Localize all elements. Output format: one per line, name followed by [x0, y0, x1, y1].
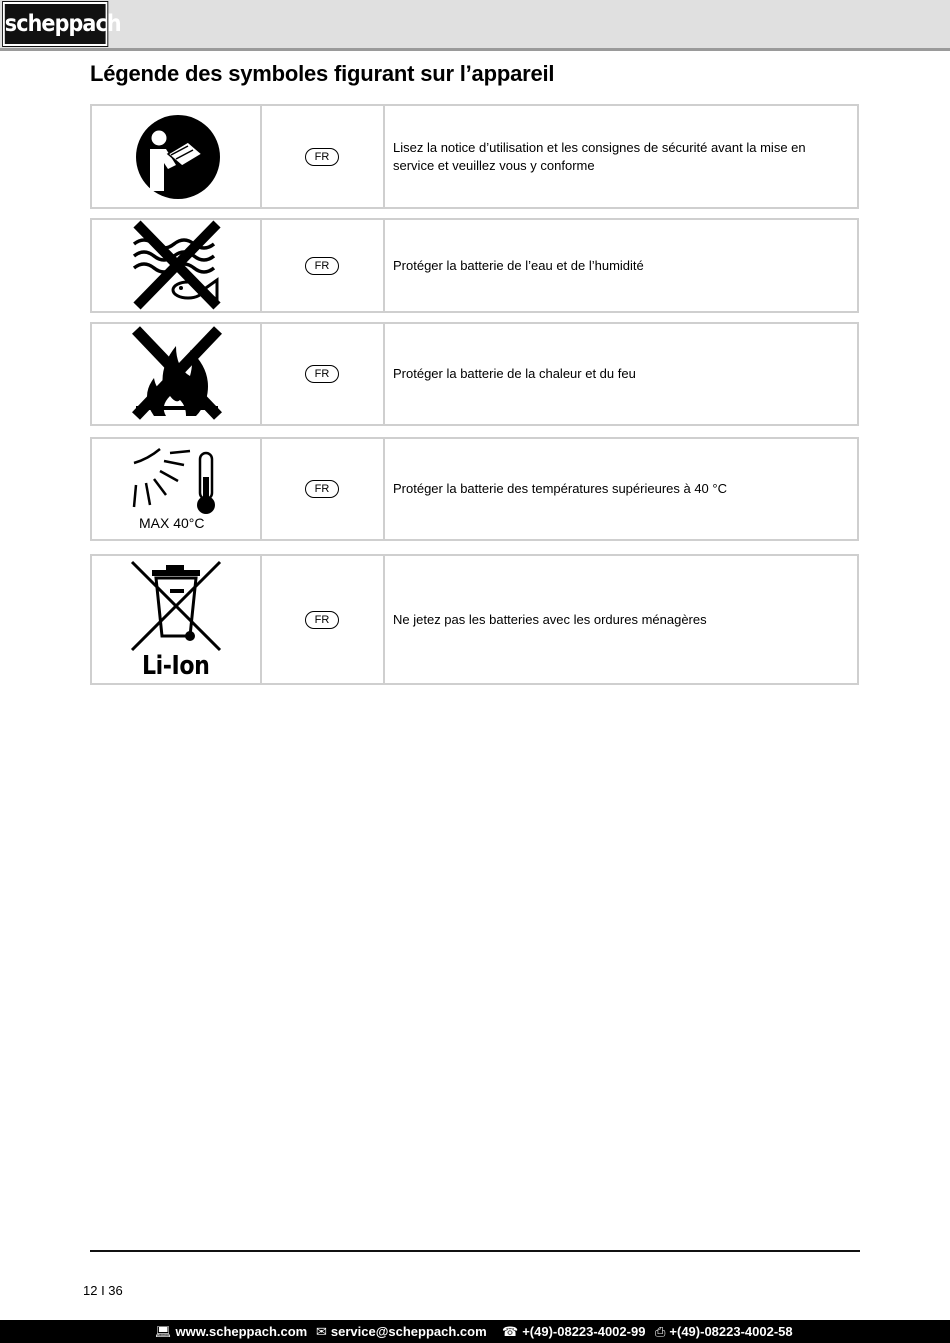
no-water-icon	[92, 220, 260, 313]
language-cell	[260, 324, 385, 424]
symbol-row	[90, 437, 859, 541]
language-cell	[260, 220, 385, 311]
scheppach-logo: scheppach	[3, 2, 107, 46]
symbol-description	[385, 106, 857, 207]
description-text: Ne jetez pas les batteries avec les ordures ménagères	[393, 611, 707, 627]
symbol-row	[90, 554, 859, 685]
fax-number: +(49)-08223-4002-58	[669, 1324, 793, 1339]
email-contact	[316, 1320, 487, 1343]
language-cell	[260, 556, 385, 683]
website-contact	[155, 1320, 307, 1343]
li-ion-label: Li-Ion	[142, 651, 210, 681]
laptop-icon: 💻︎	[155, 1324, 172, 1339]
email-link[interactable]: service@scheppach.com	[330, 1324, 487, 1339]
footer-divider	[90, 1250, 860, 1252]
fax-icon: ⎙	[655, 1324, 666, 1339]
symbol-description	[385, 220, 857, 311]
description-text: Protéger la batterie de l’eau et de l’humidité	[393, 257, 644, 273]
description-text: Lisez la notice d’utilisation et les consignes de sécurité avant la mise en service et veuillez vous y conforme	[393, 139, 806, 173]
symbol-description	[385, 324, 857, 424]
symbol-description	[385, 439, 857, 539]
read-manual-icon	[92, 106, 260, 209]
phone-number: +(49)-08223-4002-99	[522, 1324, 646, 1339]
language-badge: FR	[305, 480, 339, 498]
page-number: 12 I 36	[83, 1283, 123, 1298]
symbol-cell	[92, 106, 262, 207]
symbol-row	[90, 104, 859, 209]
language-badge: FR	[305, 365, 339, 383]
description-text: Protéger la batterie de la chaleur et du feu	[393, 366, 636, 381]
language-badge: FR	[305, 148, 339, 166]
mail-icon: ✉	[316, 1324, 327, 1339]
page-title: Légende des symboles figurant sur l’appareil	[90, 61, 555, 86]
header-bar	[0, 0, 950, 51]
symbol-cell	[92, 439, 262, 539]
phone-icon: ☎	[502, 1324, 519, 1339]
website-link[interactable]: www.scheppach.com	[175, 1324, 308, 1339]
max-temperature-label: MAX 40°C	[139, 515, 205, 531]
symbol-cell	[92, 556, 262, 683]
symbol-cell	[92, 220, 262, 311]
symbol-description	[385, 556, 857, 683]
symbol-cell	[92, 324, 262, 424]
phone-contact	[502, 1320, 645, 1343]
symbol-row	[90, 218, 859, 313]
language-cell	[260, 439, 385, 539]
symbol-row	[90, 322, 859, 426]
footer-contact-bar	[0, 1320, 950, 1343]
fax-contact	[655, 1320, 793, 1343]
language-badge: FR	[305, 257, 339, 275]
language-badge: FR	[305, 611, 339, 629]
description-text: Protéger la batterie des températures supérieures à 40 °C	[393, 481, 727, 496]
language-cell	[260, 106, 385, 207]
no-fire-icon	[92, 324, 260, 426]
